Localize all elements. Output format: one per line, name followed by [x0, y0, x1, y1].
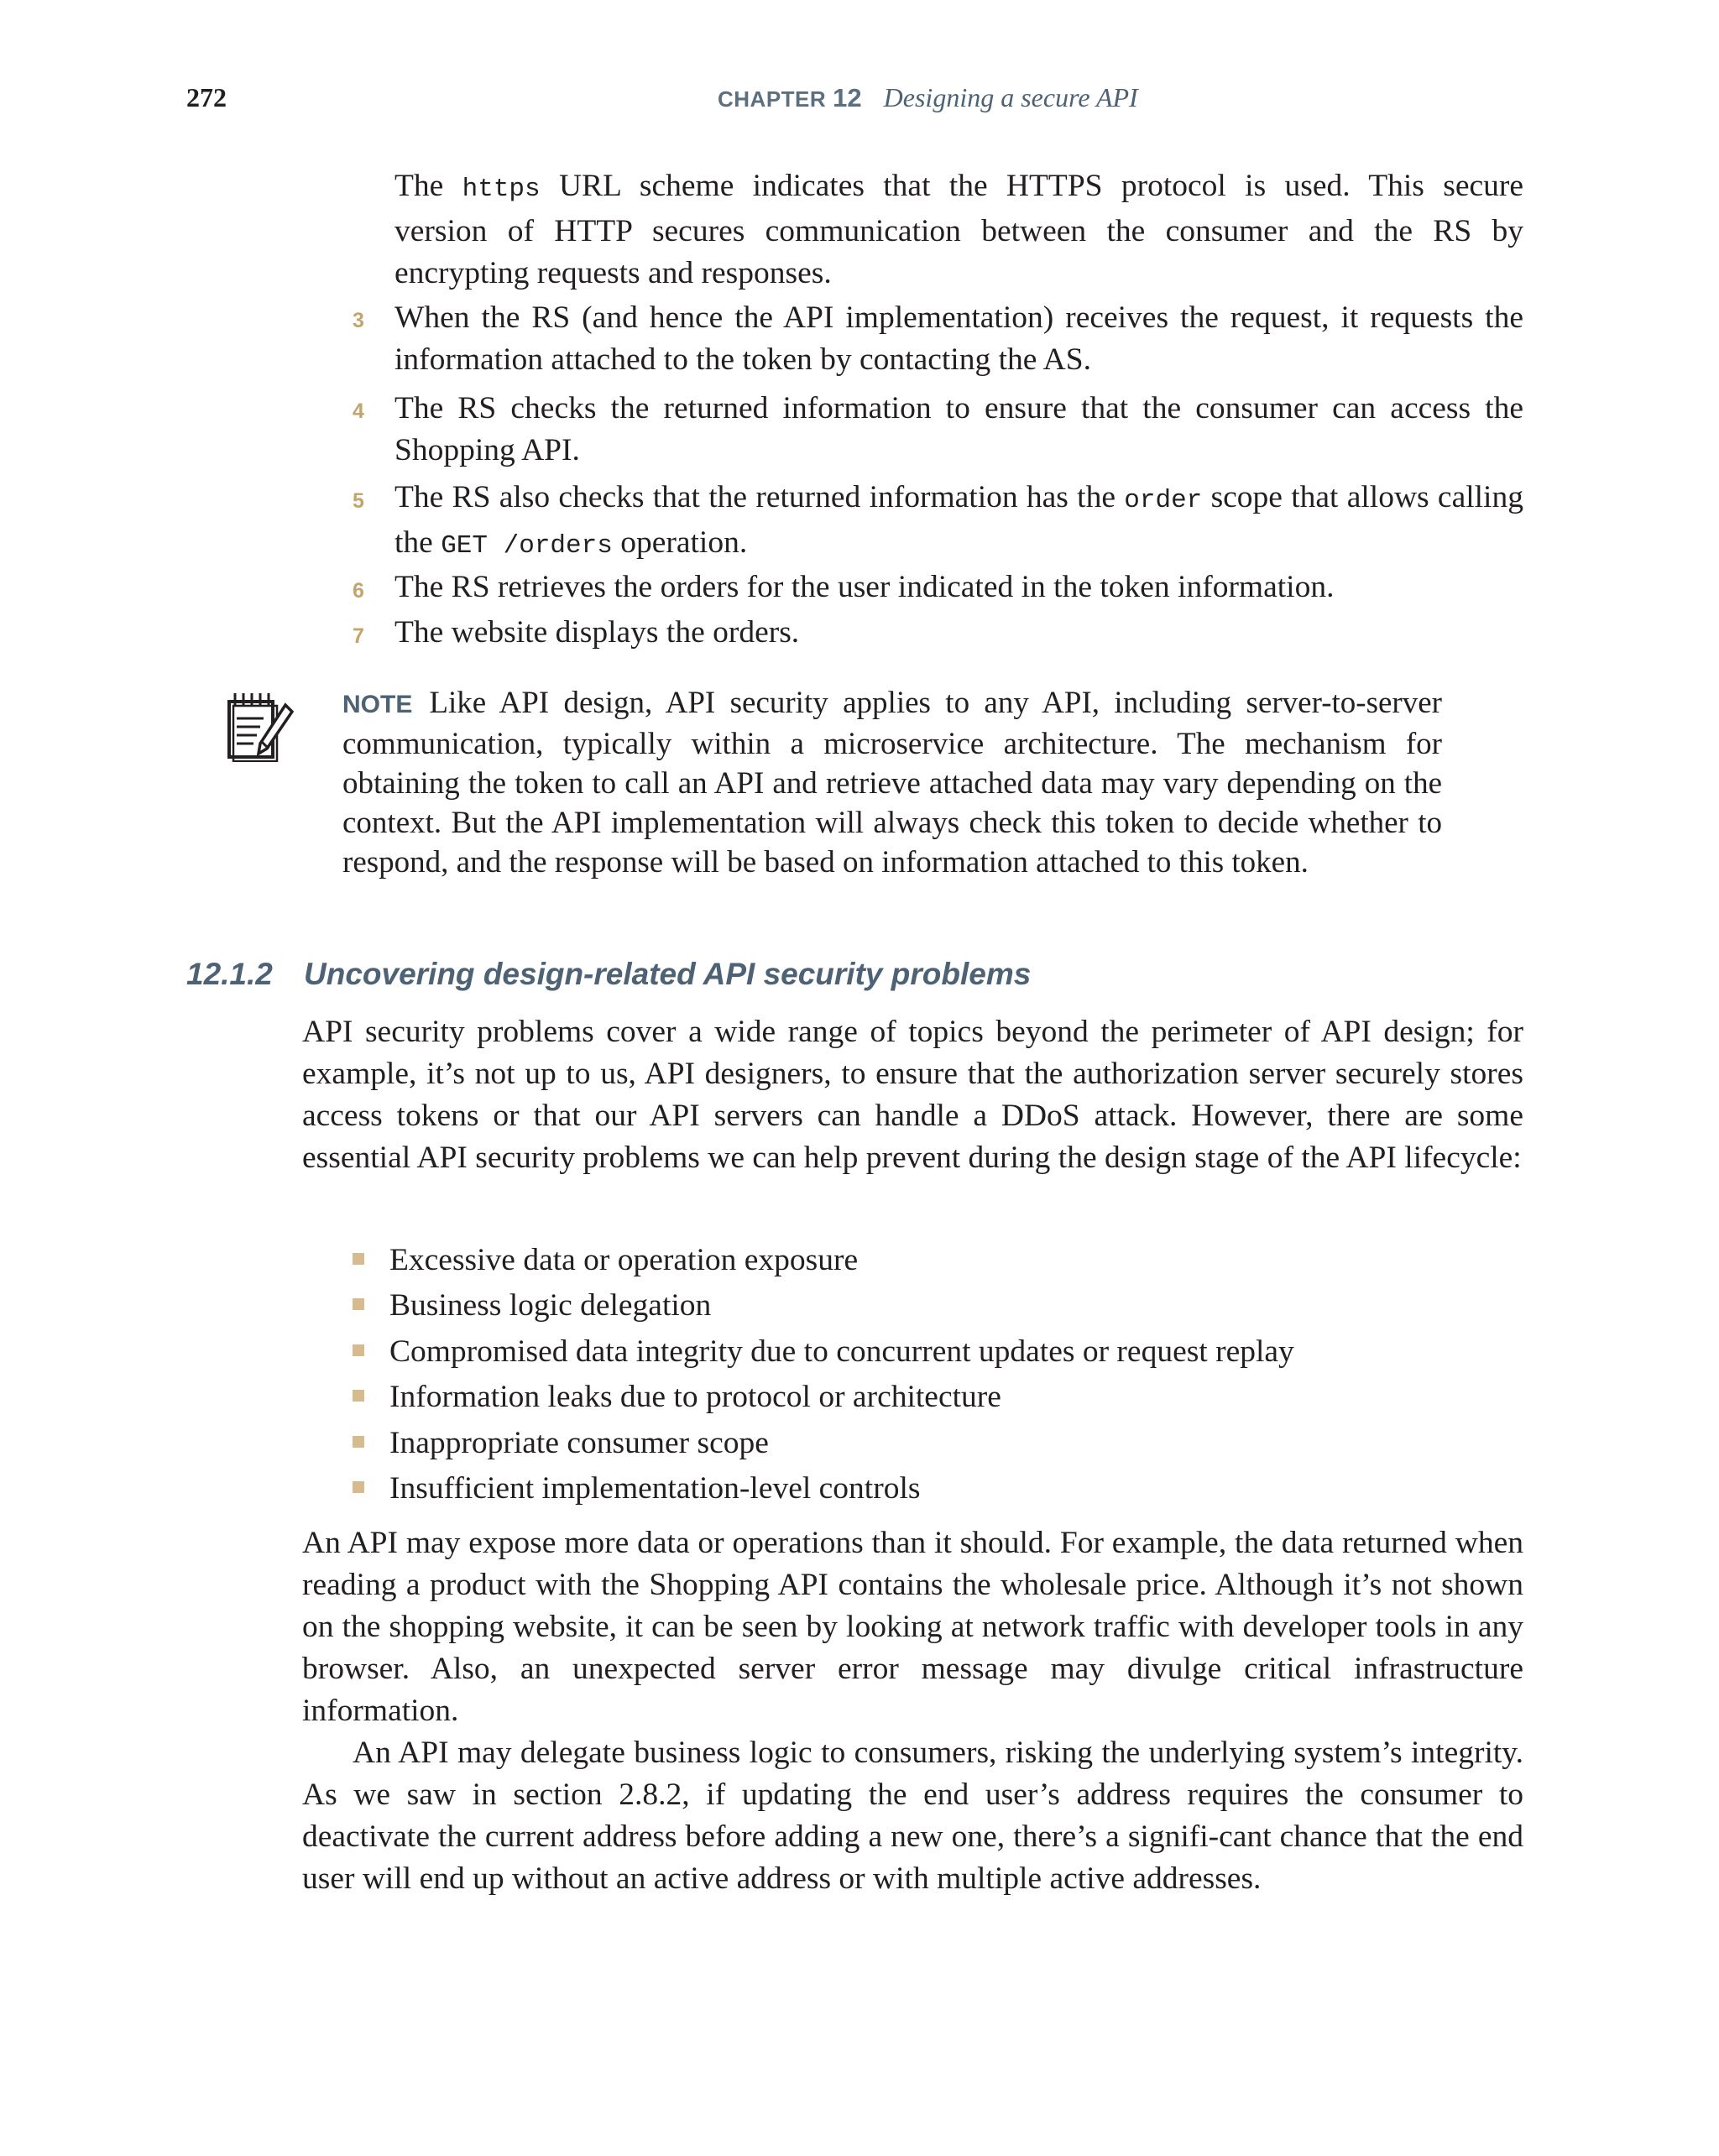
intro-line-1 [394, 165, 1523, 211]
bullet-square-icon [353, 1253, 364, 1265]
step-number: 6 [353, 579, 364, 603]
bullet-text: Excessive data or operation exposure [389, 1243, 859, 1277]
bullet-text: Business logic delegation [389, 1288, 712, 1323]
note-pad-pencil-icon [225, 688, 294, 762]
bullet-square-icon [353, 1298, 364, 1310]
section-title: Uncovering design-related API security problems [304, 957, 1032, 991]
step-number: 4 [353, 399, 364, 423]
order-code: order [1124, 486, 1203, 515]
step-number: 5 [353, 489, 364, 513]
bullet-text: Inappropriate consumer scope [389, 1426, 769, 1460]
bullet-text: Information leaks due to protocol or architecture [389, 1380, 1001, 1414]
step-5-mid: scope that allows calling the [394, 480, 1523, 560]
section-number: 12.1.2 [186, 957, 273, 991]
chapter-label: CHAPTER [718, 86, 827, 112]
paragraph: An API may expose more data or operations than it should. For example, the data returned when reading a product with the Shopping API contains the wholesale price. Although it’s not shown on the shopping website, it can be seen by looking at network traffic with developer tools in any browser. Also, an unexpected server error message may divulge critical infrastructure information. [302, 1526, 1523, 1728]
list-item [353, 1285, 711, 1327]
step-5-post: operation. [612, 525, 748, 560]
bullet-square-icon [353, 1344, 364, 1356]
page-number: 272 [186, 82, 227, 112]
step-text: The website displays the orders. [394, 615, 800, 650]
note-block [342, 683, 1442, 882]
paragraph: API security problems cover a wide range of topics beyond the perimeter of API design; for example, it’s not up to us, API designers, to ensure that the authorization server securely stores access tokens or that our API servers can handle a DDoS attack. However, there are some essential API security problems we can help prevent during the design stage of the API lifecycle: [302, 1015, 1523, 1175]
bullet-text: Insufficient implementation-level controls [389, 1471, 921, 1506]
intro-line-2: version of HTTP secures communication between the consumer and the RS by [394, 214, 1523, 248]
step-text: The RS checks the returned information to ensure that the consumer can access the Shopping API. [394, 391, 1523, 467]
list-item [353, 1468, 920, 1510]
bullet-text: Compromised data integrity due to concurrent updates or request replay [389, 1334, 1294, 1369]
https-code: https [462, 175, 541, 204]
running-header [718, 82, 1138, 113]
step-text: The RS retrieves the orders for the user indicated in the token information. [394, 570, 1335, 604]
section-heading [186, 957, 1031, 992]
step-number: 7 [353, 624, 364, 648]
paragraph: An API may delegate business logic to consumers, risking the underlying system’s integrity. As we saw in section 2.8.2, if updating the end user’s address requires the consumer to deactivate the current address before adding a new one, there’s a signifi-cant chance that the end user will end up without an active address or with multiple active addresses. [302, 1736, 1523, 1896]
note-text: Like API design, API security applies to any API, including server-to-server communication, typically within a microservice architecture. The mechanism for obtaining the token to call an API and retrieve attached data may vary depending on the context. But the API implementation will always check this token to decide whether to respond, and the response will be based on information attached to this token. [342, 686, 1442, 880]
step-number: 3 [353, 309, 364, 332]
intro-line-3: encrypting requests and responses. [394, 256, 832, 290]
chapter-number: 12 [833, 83, 862, 112]
bullet-square-icon [353, 1481, 364, 1493]
step-5-pre: The RS also checks that the returned information has the [394, 480, 1125, 514]
note-label: NOTE [342, 691, 413, 718]
list-item [353, 1376, 1001, 1418]
list-item [353, 1423, 769, 1464]
list-item [353, 1331, 1294, 1373]
chapter-title: Designing a secure API [883, 82, 1138, 112]
list-item [353, 1240, 858, 1282]
intro-pre-text: The [394, 169, 462, 203]
bullet-square-icon [353, 1390, 364, 1402]
step-text [394, 477, 1523, 567]
get-orders-code: GET /orders [441, 531, 613, 561]
step-text: When the RS (and hence the API implementation) receives the request, it requests the information attached to the token by contacting the AS. [394, 300, 1523, 377]
intro-line-1-text: URL scheme indicates that the HTTPS protocol is used. This secure [540, 169, 1523, 203]
intro-paragraph [394, 165, 1523, 295]
bullet-square-icon [353, 1436, 364, 1448]
